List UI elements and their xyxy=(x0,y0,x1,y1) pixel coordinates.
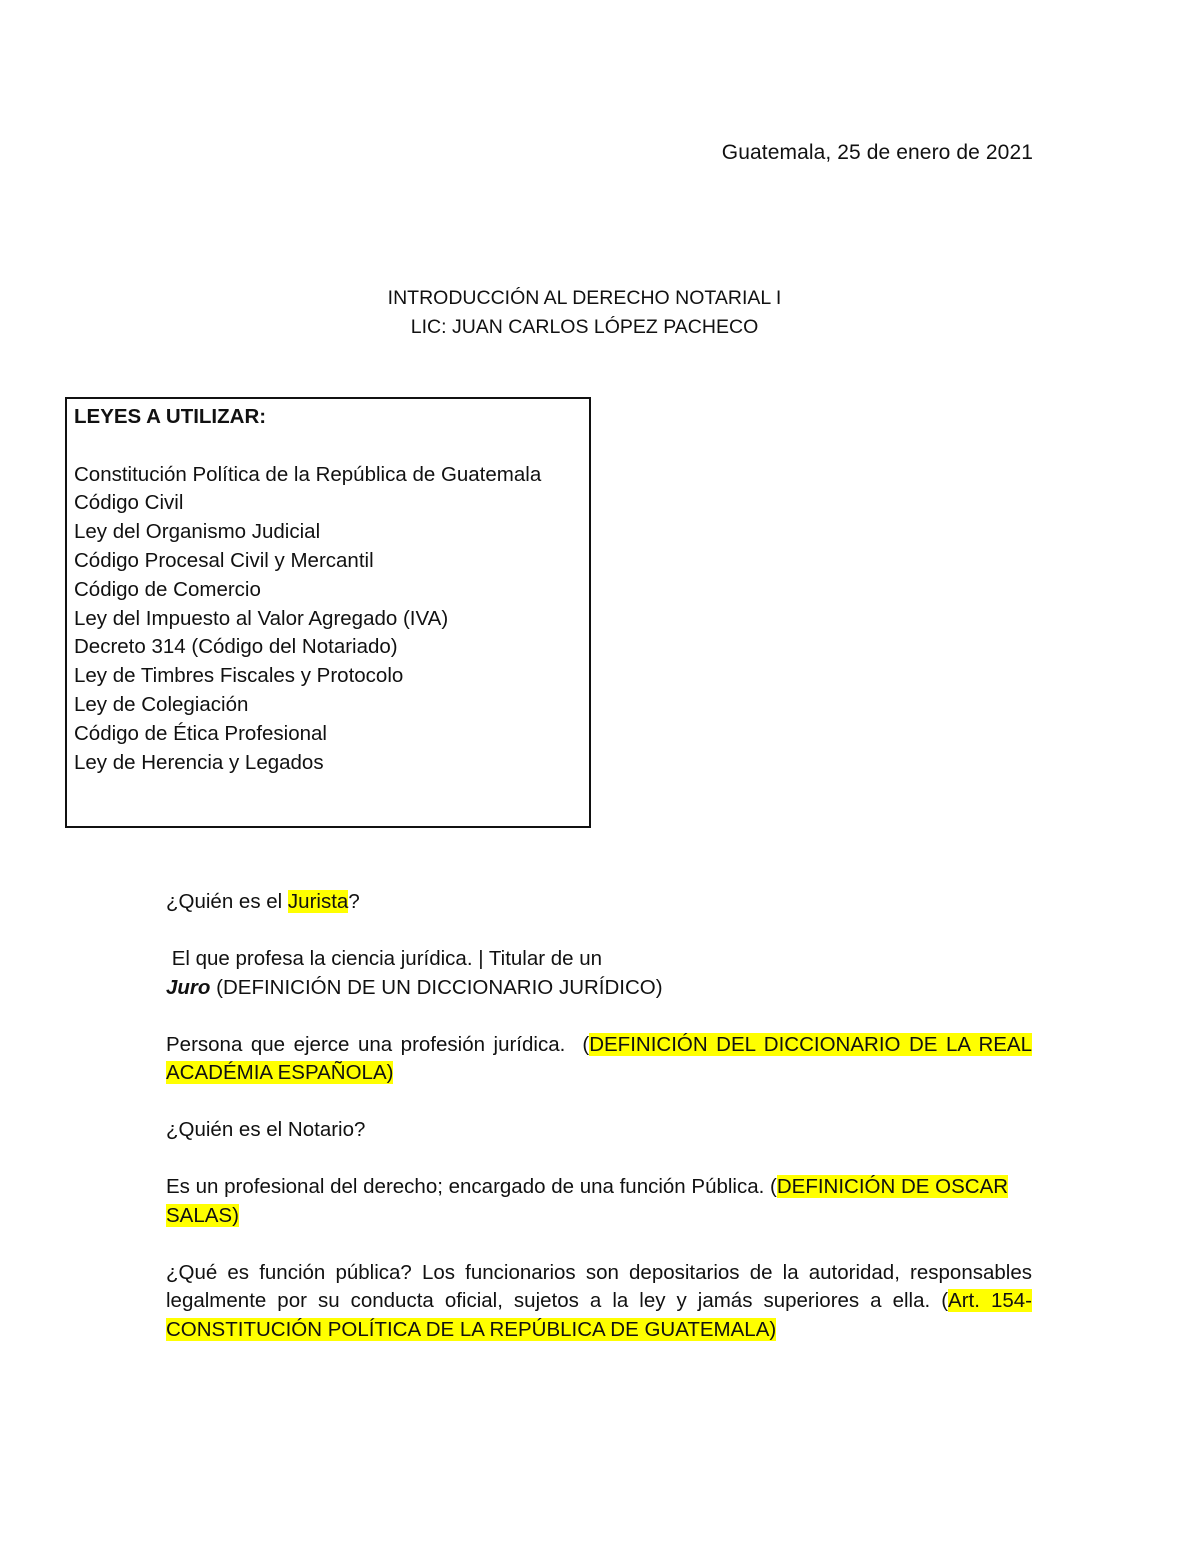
law-item: Ley de Colegiación xyxy=(74,692,249,716)
laws-title: LEYES A UTILIZAR: xyxy=(74,405,267,428)
date-line: Guatemala, 25 de enero de 2021 xyxy=(721,141,1033,164)
laws-list xyxy=(74,461,589,778)
document-body xyxy=(166,888,1032,1344)
laws-box xyxy=(65,397,591,828)
question-jurista-suffix: ? xyxy=(348,890,360,913)
law-item: Código de Ética Profesional xyxy=(74,721,327,745)
law-item: Decreto 314 (Código del Notariado) xyxy=(74,635,398,659)
highlight-oscar-salas: DEFINICIÓN DE OSCAR SALAS) xyxy=(166,1175,1009,1227)
law-item: Constitución Política de la República de Guatemala xyxy=(74,462,542,486)
definition-jurista-2 xyxy=(166,1031,1032,1088)
definition-notario xyxy=(166,1173,1032,1230)
law-item: Código Procesal Civil y Mercantil xyxy=(74,548,374,572)
law-item: Ley del Impuesto al Valor Agregado (IVA) xyxy=(74,606,449,630)
law-item: Código de Comercio xyxy=(74,577,261,601)
definition-jurista-line1: El que profesa la ciencia jurídica. | Titular de un xyxy=(166,947,603,970)
question-notario: ¿Quién es el Notario? xyxy=(166,1118,366,1141)
highlight-jurista: Jurista xyxy=(287,890,349,913)
law-item: Ley del Organismo Judicial xyxy=(74,520,321,544)
funcion-publica-text: ¿Qué es función pública? Los funcionarios son depositarios de la autoridad, responsables legalmente por su conducta oficial, sujetos a la ley y jamás superiores a ella. ( xyxy=(166,1260,1032,1312)
professor-name: LIC: JUAN CARLOS LÓPEZ PACHECO xyxy=(410,316,759,338)
term-juro: Juro xyxy=(166,975,211,999)
law-item: Ley de Herencia y Legados xyxy=(74,750,324,774)
question-jurista xyxy=(166,888,1032,917)
definition-jurista-2-text: Persona que ejerce una profesión jurídica. ( xyxy=(166,1032,590,1056)
definition-jurista-1 xyxy=(166,945,1032,1002)
highlight-art-154: Art. 154- CONSTITUCIÓN POLÍTICA DE LA REPÚBLICA DE GUATEMALA) xyxy=(166,1289,1032,1341)
definition-notario-text: Es un profesional del derecho; encargado de una función Pública. ( xyxy=(166,1175,777,1198)
course-title: INTRODUCCIÓN AL DERECHO NOTARIAL I xyxy=(387,287,782,309)
law-item: Código Civil xyxy=(74,491,184,515)
law-item: Ley de Timbres Fiscales y Protocolo xyxy=(74,664,404,688)
document-heading xyxy=(0,284,1169,342)
definition-jurista-source: (DEFINICIÓN DE UN DICCIONARIO JURÍDICO) xyxy=(210,975,663,999)
highlight-rae-source: DEFINICIÓN DEL DICCIONARIO DE LA REAL ACADÉMIA ESPAÑOLA) xyxy=(166,1032,1032,1084)
question-funcion-publica xyxy=(166,1259,1032,1345)
question-jurista-prefix: ¿Quién es el xyxy=(166,890,288,913)
